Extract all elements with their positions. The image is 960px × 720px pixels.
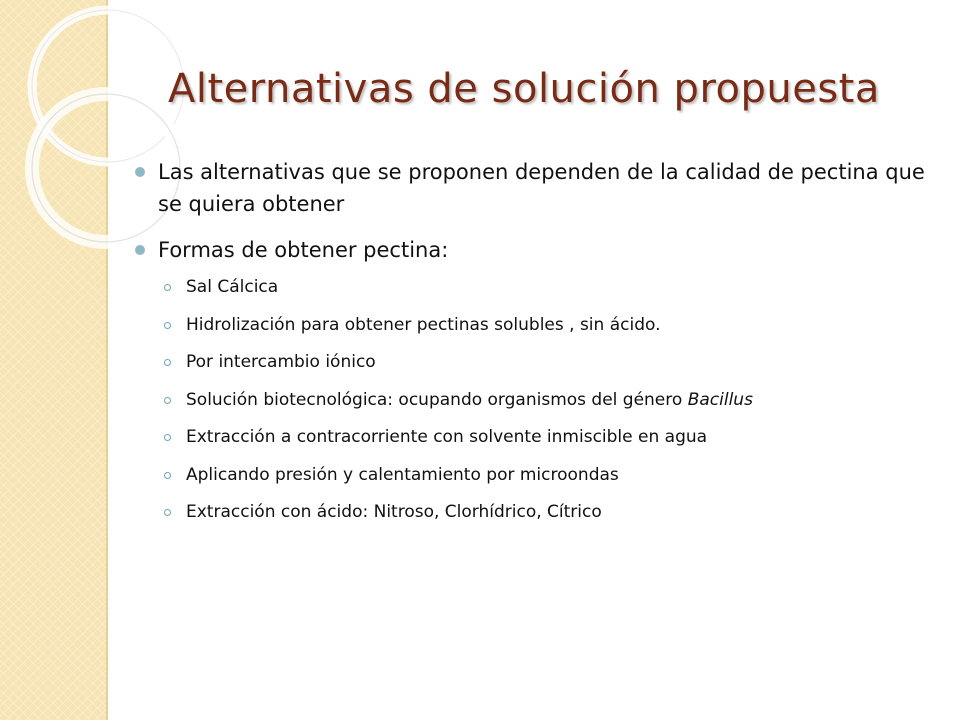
- sub-bullet-text: Sal Cálcica: [186, 277, 279, 297]
- bullet-dot-icon: [135, 245, 145, 255]
- sub-bullet-text: Extracción con ácido: Nitroso, Clorhídrico, Cítrico: [186, 502, 602, 522]
- sub-bullet-item: [158, 501, 932, 523]
- bullet-list: [132, 156, 932, 539]
- bullet-text: Formas de obtener pectina:: [158, 238, 449, 262]
- sub-bullet-text: Hidrolización para obtener pectinas solubles , sin ácido.: [186, 314, 661, 335]
- bullet-dot-icon: [135, 167, 145, 177]
- bullet-text: Las alternativas que se proponen dependen de la calidad de pectina que se quiera obtener: [158, 160, 925, 216]
- bullet-item: [132, 156, 932, 220]
- sub-bullet-italic-text: Bacillus: [687, 389, 753, 410]
- slide-title: Alternativas de solución propuesta: [168, 66, 880, 112]
- ring-bullet-icon: [164, 434, 171, 441]
- sub-bullet-item: [158, 389, 932, 411]
- sub-bullet-item: [158, 314, 932, 336]
- ring-bullet-icon: [164, 472, 171, 479]
- sub-bullet-text: Aplicando presión y calentamiento por microondas: [186, 464, 619, 485]
- sub-bullet-text: Por intercambio iónico: [186, 352, 376, 372]
- ring-bullet-icon: [164, 509, 171, 516]
- ring-bullet-icon: [164, 397, 171, 404]
- sub-bullet-list: [158, 276, 932, 523]
- bullet-item: [132, 234, 932, 523]
- sub-bullet-item: [158, 276, 932, 298]
- sub-bullet-item: [158, 351, 932, 373]
- sub-bullet-item: [158, 464, 932, 486]
- ring-bullet-icon: [164, 359, 171, 366]
- ring-bullet-icon: [164, 284, 171, 291]
- sub-bullet-text: Solución biotecnológica: ocupando organismos del género: [186, 389, 688, 410]
- ring-bullet-icon: [164, 322, 171, 329]
- sub-bullet-item: [158, 426, 932, 448]
- sub-bullet-text: Extracción a contracorriente con solvente inmiscible en agua: [186, 427, 708, 447]
